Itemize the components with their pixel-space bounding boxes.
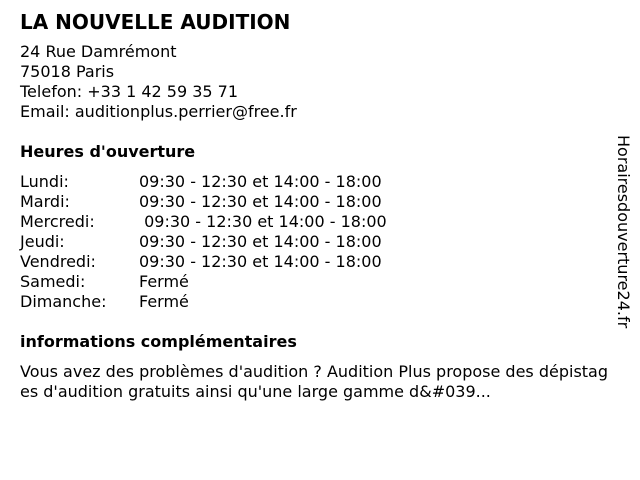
hours-row: [20, 172, 610, 192]
info-title: informations complémentaires: [20, 332, 297, 351]
hours-row: [20, 292, 610, 312]
hours-row: [20, 272, 610, 292]
hours-row: [20, 192, 610, 212]
hours-row: [20, 252, 610, 272]
contact-block: [20, 42, 610, 122]
address-street: 24 Rue Damrémont: [20, 42, 177, 61]
hours-day: Mardi:: [20, 192, 70, 211]
hours-time: 09:30 - 12:30 et 14:00 - 18:00: [139, 192, 382, 211]
business-card: [20, 10, 610, 402]
hours-table: [20, 172, 610, 312]
hours-time: Fermé: [139, 272, 189, 291]
hours-time: 09:30 - 12:30 et 14:00 - 18:00: [139, 172, 382, 191]
hours-time: 09:30 - 12:30 et 14:00 - 18:00: [139, 212, 387, 231]
hours-time: 09:30 - 12:30 et 14:00 - 18:00: [139, 252, 382, 271]
hours-day: Dimanche:: [20, 292, 107, 311]
hours-day: Samedi:: [20, 272, 86, 291]
info-description: Vous avez des problèmes d'audition ? Audition Plus propose des dépistages d'audition gratuits ainsi qu'une large gamme d&#039...: [20, 362, 609, 401]
hours-row: [20, 232, 610, 252]
hours-time: 09:30 - 12:30 et 14:00 - 18:00: [139, 232, 382, 251]
email-text: Email: auditionplus.perrier@free.fr: [20, 102, 297, 121]
phone-text: Telefon: +33 1 42 59 35 71: [20, 82, 239, 101]
business-name: LA NOUVELLE AUDITION: [20, 10, 291, 34]
hours-row: [20, 212, 610, 232]
hours-time: Fermé: [139, 292, 189, 311]
address-city: 75018 Paris: [20, 62, 115, 81]
hours-day: Vendredi:: [20, 252, 96, 271]
hours-day: Lundi:: [20, 172, 69, 191]
watermark-text: Horairesdouverture24.fr: [614, 135, 633, 329]
hours-title: Heures d'ouverture: [20, 142, 196, 161]
hours-day: Mercredi:: [20, 212, 95, 231]
hours-day: Jeudi:: [20, 232, 65, 251]
